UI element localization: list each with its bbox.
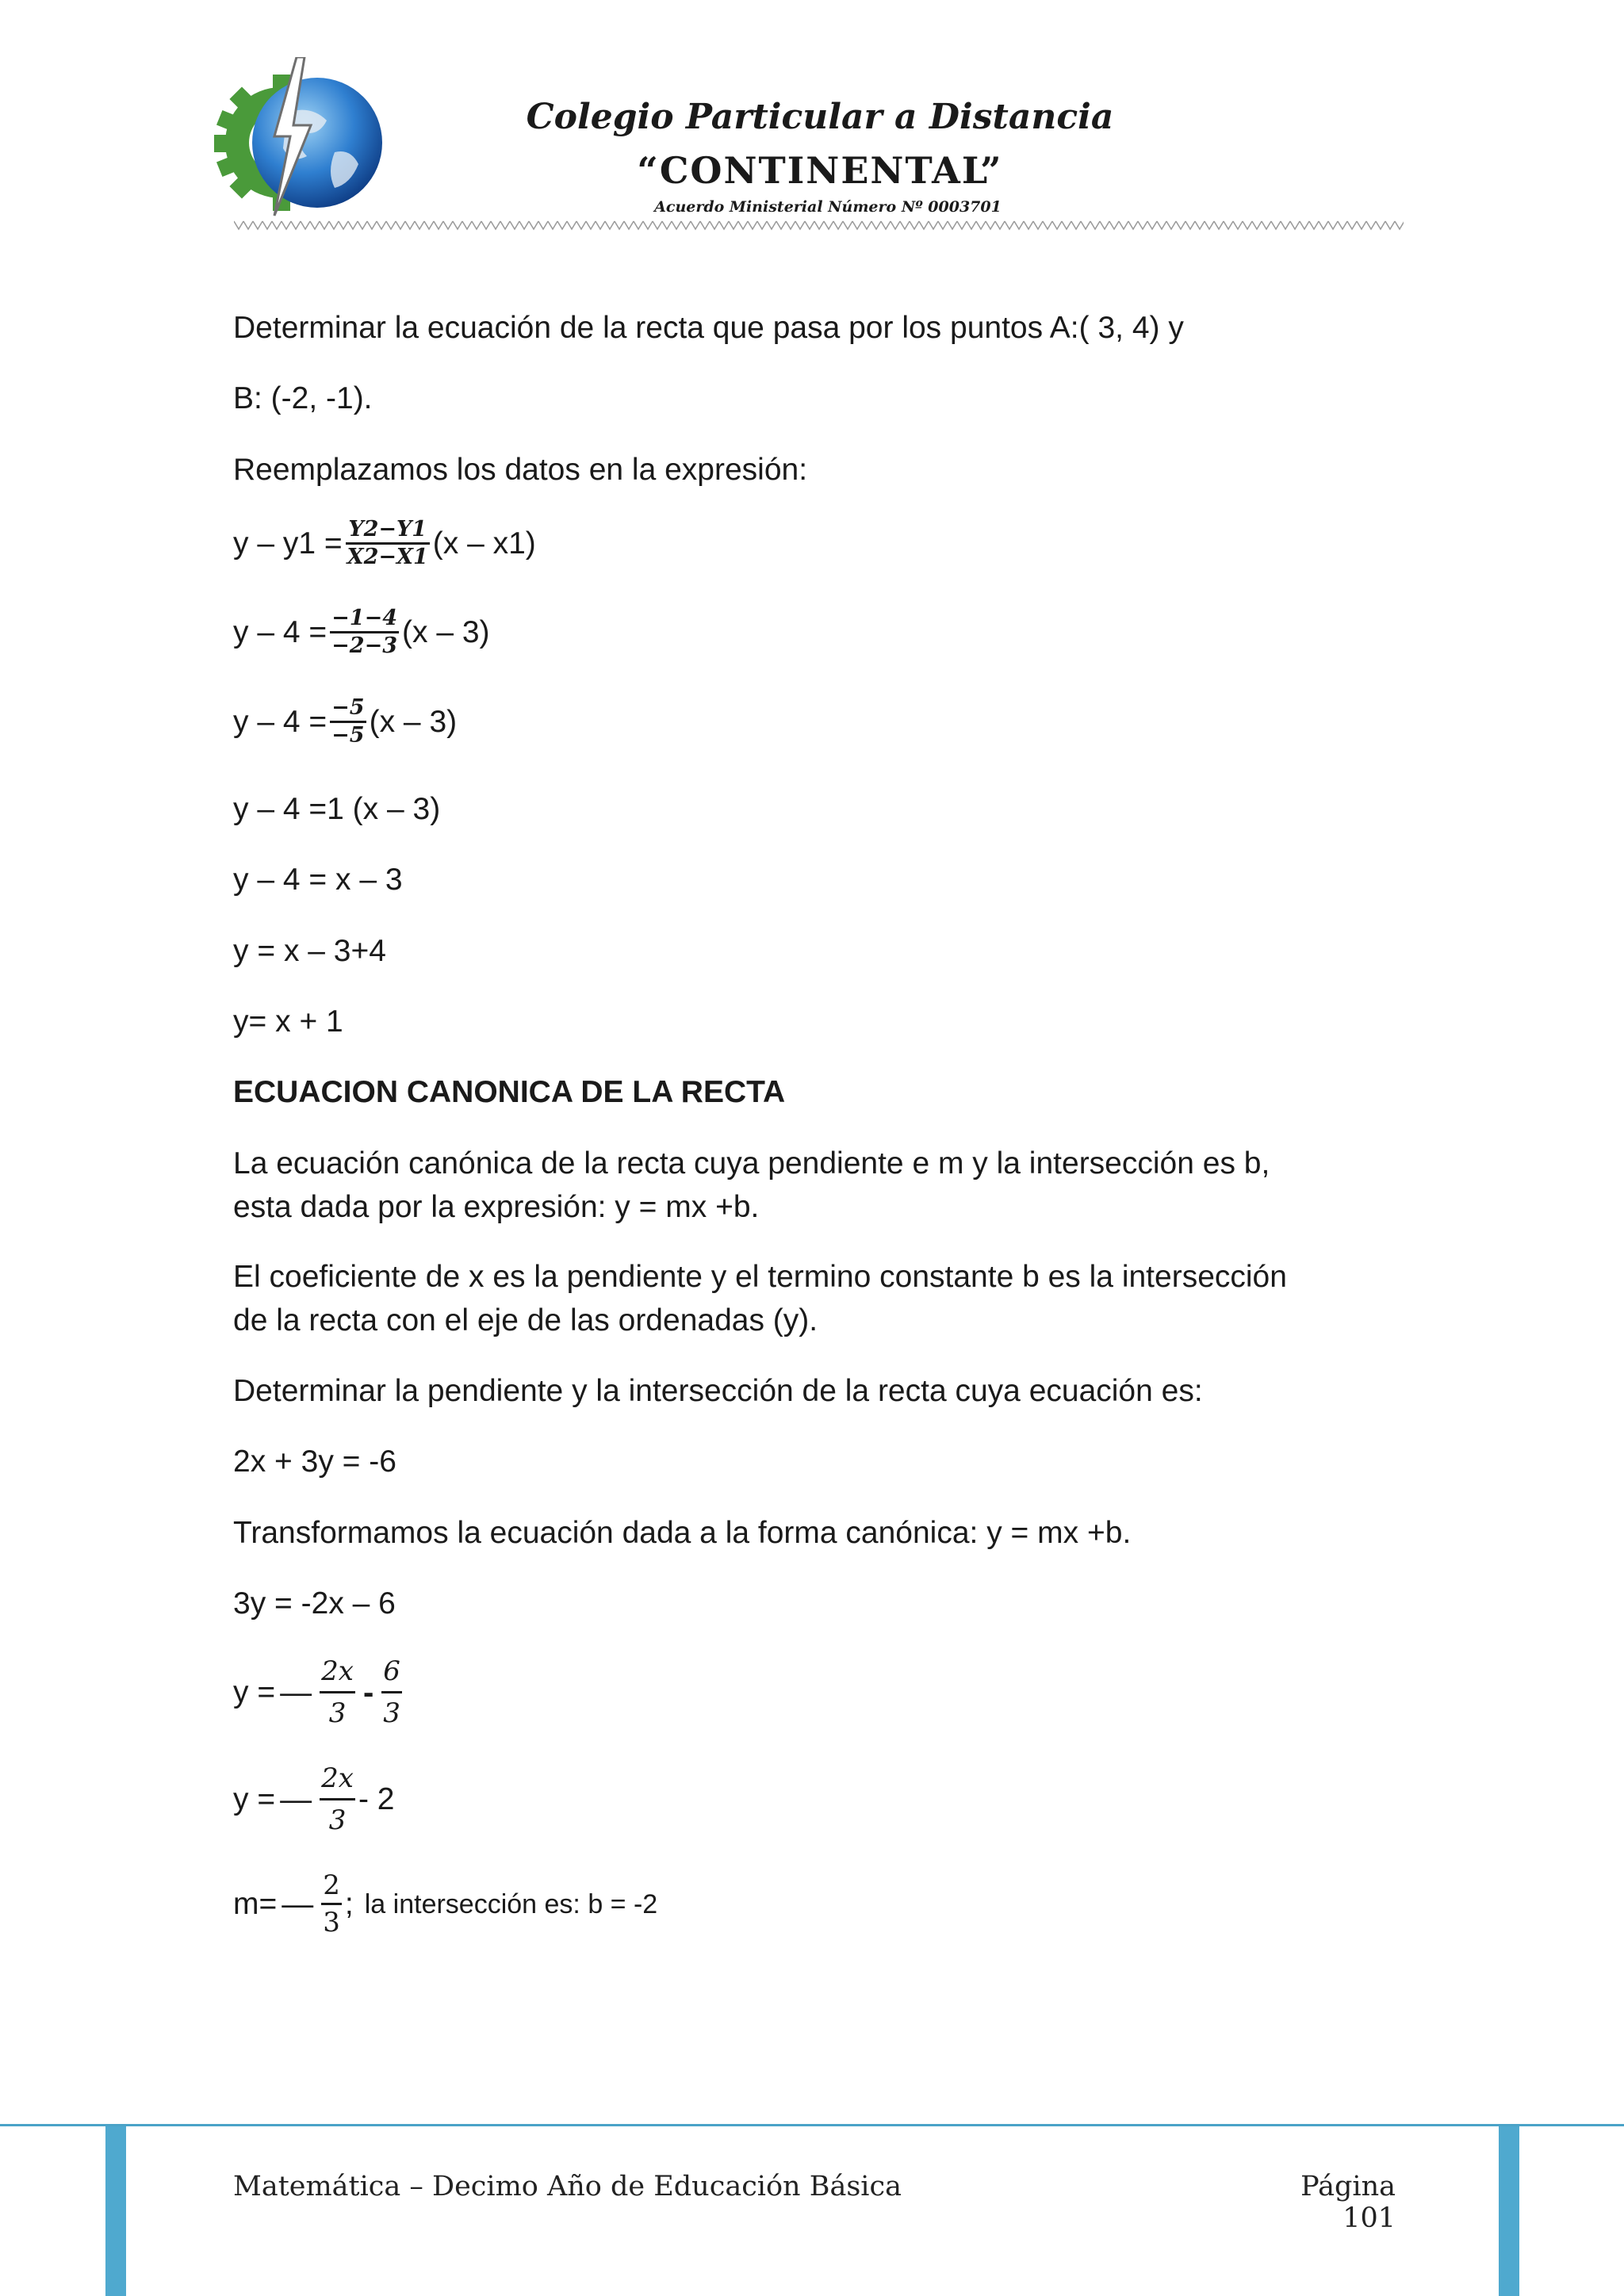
fraction — [320, 1651, 355, 1733]
footer-page-number: Página 101 — [1300, 2171, 1396, 2234]
equation-step-4: y – 4 =1 (x – 3) — [233, 792, 441, 826]
school-title: Colegio Particular a Distancia — [526, 97, 1114, 137]
section-heading: ECUACION CANONICA DE LA RECTA — [233, 1075, 786, 1109]
denominator: −5 — [331, 723, 365, 748]
numerator: −1−4 — [331, 606, 397, 630]
paragraph-coefficient-2: de la recta con el eje de las ordenadas (y). — [233, 1303, 818, 1337]
transform-text: Transformamos la ecuación dada a la forma canónica: y = mx +b. — [233, 1516, 1132, 1550]
operator: - — [362, 1674, 374, 1710]
fraction — [346, 517, 430, 570]
problem-statement-3: Determinar la pendiente y la intersección de la recta cuya ecuación es: — [233, 1374, 1203, 1408]
footer-accent-right — [1499, 2126, 1519, 2296]
equation-substitution — [233, 606, 490, 659]
denominator: X2−X1 — [347, 545, 428, 569]
given-equation: 2x + 3y = -6 — [233, 1445, 396, 1479]
minus-sign: — — [280, 1781, 312, 1817]
numerator: 2𝑥 — [321, 1655, 354, 1687]
equation-slope-intercept — [233, 1868, 657, 1940]
eq-lhs: y – 4 = — [233, 704, 327, 739]
numerator: 2𝑥 — [321, 1762, 354, 1794]
equation-3y: 3y = -2x – 6 — [233, 1586, 396, 1621]
equation-y-slope-form — [233, 1758, 394, 1840]
numerator: Y2−Y1 — [348, 517, 427, 541]
problem-statement-2: B: (-2, -1). — [233, 381, 373, 415]
equation-result: y= x + 1 — [233, 1004, 343, 1039]
paragraph-canonical-2: esta dada por la expresión: y = mx +b. — [233, 1190, 760, 1224]
equation-y-two-fractions — [233, 1651, 405, 1733]
fraction — [381, 1651, 402, 1733]
fraction — [330, 695, 366, 748]
paragraph-coefficient-1: El coeficiente de x es la pendiente y el termino constante b es la intersección — [233, 1260, 1287, 1294]
eq-lhs: y – y1 = — [233, 526, 343, 561]
eq-rhs: (x – 3) — [369, 704, 458, 739]
numerator: −5 — [331, 695, 365, 720]
intercept-text: la intersección es: b = -2 — [364, 1888, 658, 1919]
ministerial-accord: Acuerdo Ministerial Número Nº 0003701 — [654, 198, 1002, 216]
eq-lhs: y = — [233, 1674, 276, 1709]
semicolon: ; — [344, 1886, 354, 1921]
eq-rhs: (x – 3) — [402, 614, 490, 649]
fraction — [330, 606, 399, 659]
eq-lhs: y – 4 = — [233, 614, 327, 649]
eq-rhs: - 2 — [358, 1781, 395, 1816]
denominator: 3 — [328, 1697, 347, 1729]
paragraph-canonical-1: La ecuación canónica de la recta cuya pendiente e m y la intersección es b, — [233, 1146, 1270, 1181]
minus-sign: — — [280, 1674, 312, 1710]
replace-data-text: Reemplazamos los datos en la expresión: — [233, 453, 808, 487]
eq-lhs: m= — [233, 1886, 278, 1921]
footer-accent-left — [105, 2126, 126, 2296]
school-name: “CONTINENTAL” — [637, 149, 1003, 192]
problem-statement-1: Determinar la ecuación de la recta que pasa por los puntos A:( 3, 4) y — [233, 311, 1184, 345]
fraction — [321, 1868, 342, 1940]
numerator: 6 — [383, 1655, 400, 1687]
footer-divider — [0, 2124, 1624, 2126]
denominator: 3 — [323, 1907, 340, 1938]
denominator: −2−3 — [331, 633, 397, 658]
denominator: 3 — [383, 1697, 400, 1729]
equation-step-5: y – 4 = x – 3 — [233, 863, 403, 897]
eq-lhs: y = — [233, 1781, 276, 1816]
header-divider — [234, 220, 1404, 231]
footer-subject: Matemática – Decimo Año de Educación Básica — [233, 2171, 902, 2202]
equation-simplified-fraction — [233, 695, 457, 748]
equation-point-slope — [233, 517, 536, 570]
eq-rhs: (x – x1) — [432, 526, 536, 561]
minus-sign: — — [282, 1886, 314, 1922]
denominator: 3 — [328, 1804, 347, 1836]
equation-step-6: y = x – 3+4 — [233, 934, 386, 968]
fraction — [320, 1758, 355, 1840]
numerator: 2 — [323, 1869, 340, 1901]
